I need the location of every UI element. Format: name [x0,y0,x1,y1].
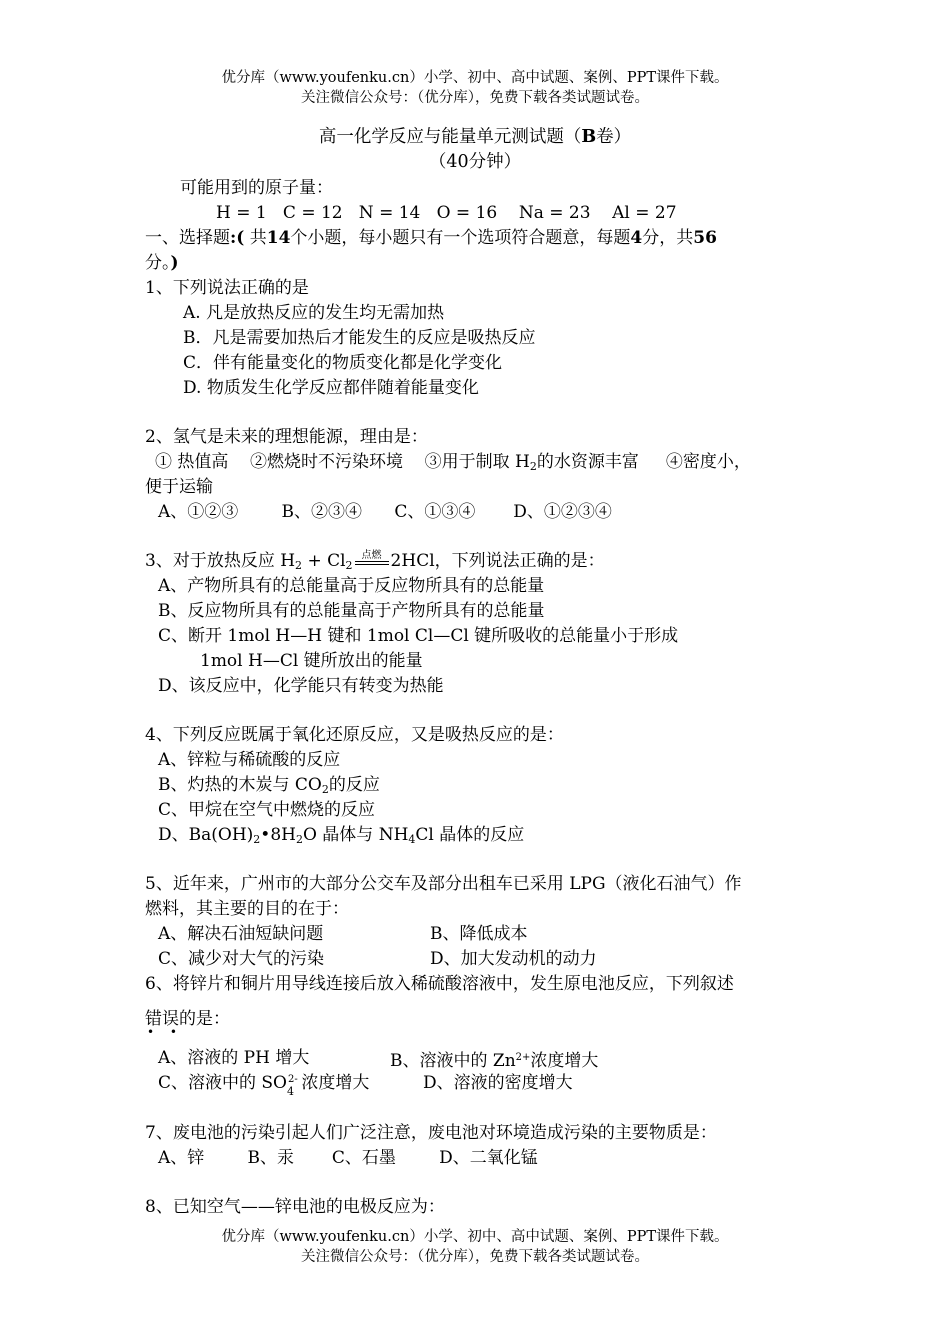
section-heading-part: 分。 [145,253,171,273]
question-5-option-d: D、加大发动机的动力 [430,949,597,969]
question-3-option-d: D、该反应中，化学能只有转变为热能 [158,676,444,696]
option-text: •8H [260,825,296,845]
question-6-option-c [158,1072,370,1098]
question-4-option-b [158,774,380,801]
subscript: 4 [287,1085,294,1098]
question-6-stem: 6、将锌片和铜片用导线连接后放入稀硫酸溶液中，发生原电池反应，下列叙述 [145,974,734,994]
reaction-condition-arrow [353,550,391,572]
question-2-reasons [155,451,751,478]
equals-bar-top [355,561,389,562]
total-points: 56 [693,228,717,248]
question-2-reasons-text: 的水资源丰富 ④密度小， [536,452,751,472]
option-text: Cl 晶体的反应 [415,825,525,845]
question-3-option-a: A、产物所具有的总能量高于反应物所具有的总能量 [158,576,545,596]
exam-duration: （40分钟） [428,152,522,172]
question-3-option-b: B、反应物所具有的总能量高于产物所具有的总能量 [158,601,545,621]
question-2-stem: 2、氢气是未来的理想能源，理由是： [145,427,428,447]
question-3-option-c-cont: 1mol H—Cl 键所放出的能量 [200,651,423,671]
question-3-stem-text: 3、对于放热反应 H [145,551,296,571]
question-1-option-a: A. 凡是放热反应的发生均无需加热 [183,303,445,323]
option-text: 浓度增大 [530,1051,599,1071]
question-1-option-c: C．伴有能量变化的物质变化都是化学变化 [183,353,503,373]
question-3-option-c: C、断开 1mol H—H 键和 1mol Cl—Cl 键所吸收的总能量小于形成 [158,626,679,646]
question-5-stem: 5、近年来，广州市的大部分公交车及部分出租车已采用 LPG（液化石油气）作 [145,874,742,894]
question-5-option-c: C、减少对大气的污染 [158,949,325,969]
page-header-line2: 关注微信公众号：（优分库），免费下载各类试题试卷。 [301,90,649,106]
points-per-question: 4 [630,228,643,248]
page-header-line1: 优分库（www.youfenku.cn）小学、初中、高中试题、案例、PPT课件下载。 [221,70,729,86]
question-3-stem-text: + Cl [302,551,346,571]
question-1-stem: 1、下列说法正确的是 [145,278,309,298]
question-4-option-d [158,824,524,851]
question-6-option-b [390,1047,598,1072]
subscript: 2 [321,783,329,796]
page-title [0,126,950,148]
question-6-stem-cont: 错误的是： [145,1009,230,1029]
question-6-option-d: D、溶液的密度增大 [423,1073,573,1093]
question-4-option-c: C、甲烷在空气中燃烧的反应 [158,800,376,820]
section-heading-part: 个小题，每小题只有一个选项符合题意，每题 [290,228,631,248]
option-text: C、溶液中的 SO [158,1073,287,1093]
page-footer-line2: 关注微信公众号：（优分库），免费下载各类试题试卷。 [301,1249,649,1265]
question-2-reasons-text: ① 热值高 ②燃烧时不污染环境 ③用于制取 H [155,452,530,472]
page-footer-line1: 优分库（www.youfenku.cn）小学、初中、高中试题、案例、PPT课件下载。 [221,1229,729,1245]
option-text: B、溶液中的 Zn [390,1051,516,1071]
question-5-option-a: A、解决石油短缺问题 [158,924,324,944]
atomic-mass-values: H = 1 C = 12 N = 14 O = 16 Na = 23 Al = 27 [216,203,677,223]
superscript: 2- [288,1074,298,1085]
question-4-option-a: A、锌粒与稀硫酸的反应 [158,750,341,770]
question-7-stem: 7、废电池的污染引起人们广泛注意，废电池对环境造成污染的主要物质是： [145,1123,717,1143]
title-text-post: 卷） [596,127,632,147]
question-5-option-b: B、降低成本 [430,924,528,944]
question-8-stem: 8、已知空气——锌电池的电极反应为： [145,1197,445,1217]
option-text: O 晶体与 NH [302,825,409,845]
sub-sup-stack [287,1072,298,1098]
equals-bar-bottom [355,564,389,565]
atomic-mass-label: 可能用到的原子量： [180,178,333,198]
question-2-reasons-cont: 便于运输 [145,477,213,497]
title-text-bold: B [581,127,597,147]
option-text: 浓度增大 [296,1073,370,1093]
question-3-stem [145,550,605,577]
subscript: 2 [295,559,303,572]
question-7-choices: A、锌 B、汞 C、石墨 D、二氧化锰 [158,1148,538,1168]
subscript: 2 [529,460,537,473]
subscript: 2 [345,559,353,572]
question-1-option-b: B．凡是需要加热后才能发生的反应是吸热反应 [183,328,536,348]
section-heading-colon: :( [230,228,245,248]
question-6-option-a: A、溶液的 PH 增大 [158,1048,310,1068]
option-text: B、灼热的木炭与 CO [158,775,322,795]
option-text: D、Ba(OH) [158,825,254,845]
superscript: 2+ [515,1052,531,1063]
subscript: 4 [408,833,416,846]
subscript: 2 [295,833,303,846]
emphasis-dots: • • [147,1025,183,1039]
section-heading-part: 共 [244,228,267,248]
reaction-condition-label: 点燃 [361,550,382,561]
section-heading-part: 分，共 [642,228,694,248]
question-count: 14 [266,228,291,248]
option-text: 的反应 [328,775,380,795]
question-5-stem-cont: 燃料，其主要的目的在于： [145,899,349,919]
question-4-stem: 4、下列反应既属于氧化还原反应，又是吸热反应的是： [145,725,564,745]
section-heading-line2 [145,252,179,274]
section-heading-text: 一、选择题 [145,228,230,248]
section-heading-part: ) [170,253,179,273]
section-heading [145,227,717,249]
question-2-choices: A、①②③ B、②③④ C、①③④ D、①②③④ [158,502,612,522]
subscript: 2 [253,833,261,846]
question-3-stem-text: 2HCl，下列说法正确的是： [390,551,605,571]
question-1-option-d: D. 物质发生化学反应都伴随着能量变化 [183,378,479,398]
title-text-pre: 高一化学反应与能量单元测试题（ [318,127,582,147]
